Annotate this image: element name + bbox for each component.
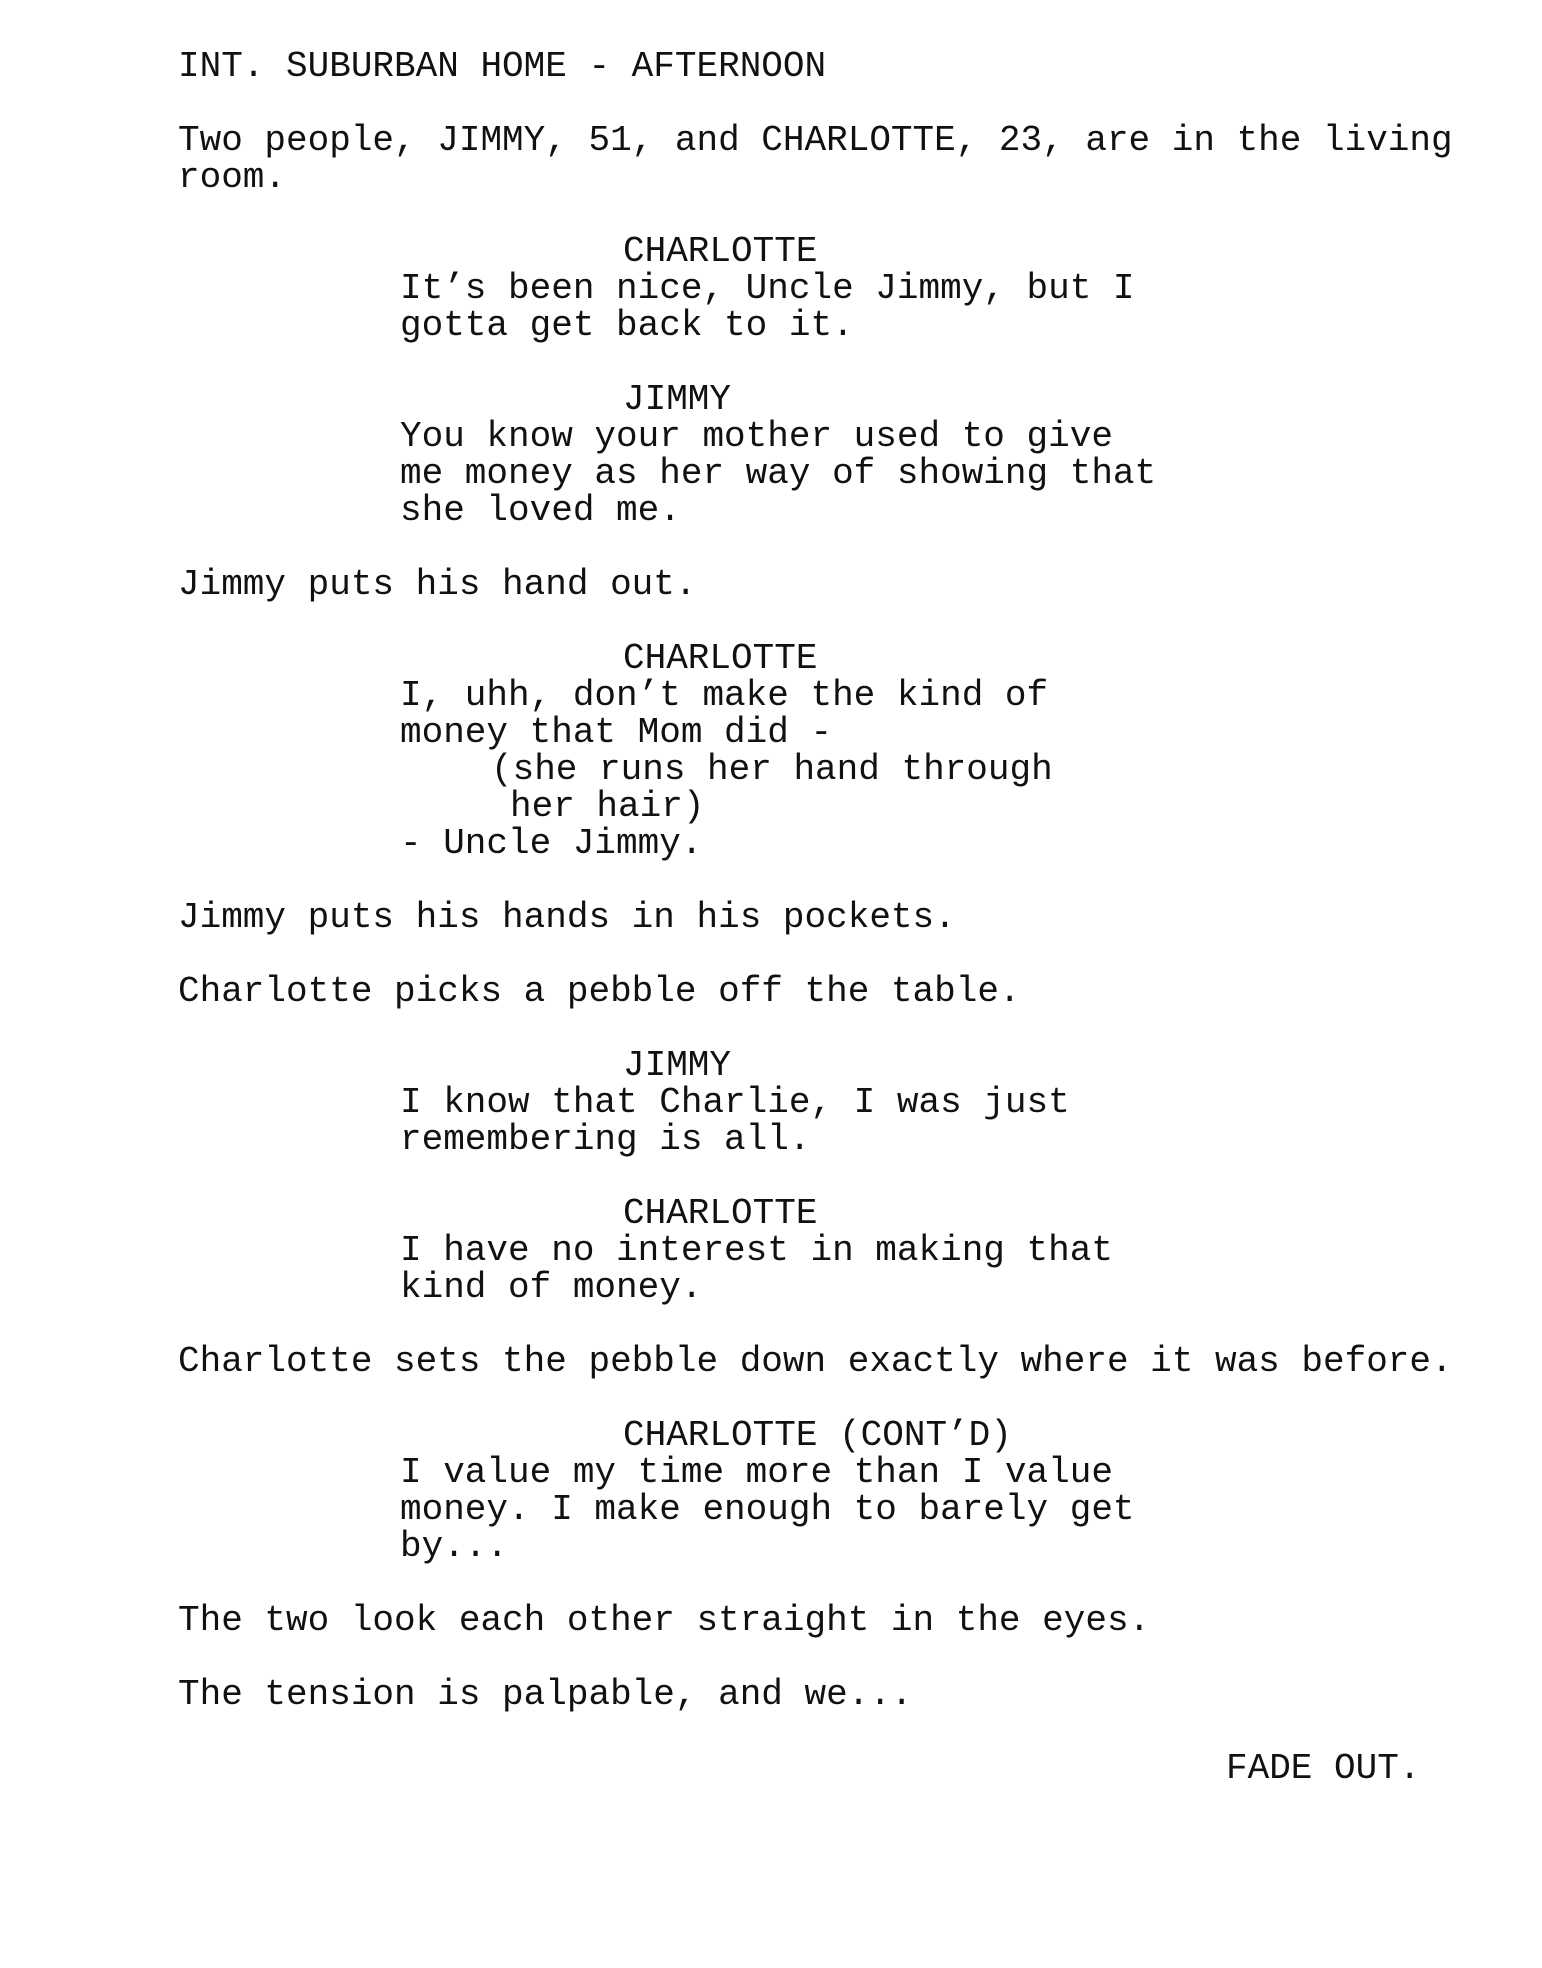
dialogue-line: It’s been nice, Uncle Jimmy, but I: [400, 268, 1135, 309]
dialogue-line: - Uncle Jimmy.: [400, 823, 703, 864]
dialogue-line: I value my time more than I value: [400, 1452, 1113, 1493]
dialogue-line: by...: [400, 1526, 509, 1567]
action-line: Charlotte sets the pebble down exactly where it was before.: [178, 1341, 1453, 1382]
dialogue-line: I, uhh, don’t make the kind of: [400, 675, 1049, 716]
character-name: JIMMY: [623, 379, 732, 420]
dialogue-line: money. I make enough to barely get: [400, 1489, 1135, 1530]
action-line: Charlotte picks a pebble off the table.: [178, 971, 1021, 1012]
dialogue-line: money that Mom did -: [400, 712, 833, 753]
dialogue-line: I have no interest in making that: [400, 1230, 1113, 1271]
action-line: The tension is palpable, and we...: [178, 1674, 913, 1715]
action-line: Two people, JIMMY, 51, and CHARLOTTE, 23, are in the living: [178, 120, 1453, 161]
dialogue-line: kind of money.: [400, 1267, 703, 1308]
character-name: CHARLOTTE (CONT’D): [623, 1415, 1012, 1456]
dialogue-line: me money as her way of showing that: [400, 453, 1157, 494]
character-name: CHARLOTTE: [623, 638, 818, 679]
character-name: CHARLOTTE: [623, 231, 818, 272]
dialogue-line: gotta get back to it.: [400, 305, 854, 346]
action-line: Jimmy puts his hands in his pockets.: [178, 897, 956, 938]
action-line: The two look each other straight in the eyes.: [178, 1600, 1151, 1641]
scene-heading: INT. SUBURBAN HOME - AFTERNOON: [178, 46, 827, 87]
action-line: room.: [178, 157, 287, 198]
dialogue-line: I know that Charlie, I was just: [400, 1082, 1070, 1123]
parenthetical: her hair): [510, 786, 705, 827]
character-name: CHARLOTTE: [623, 1193, 818, 1234]
action-line: Jimmy puts his hand out.: [178, 564, 697, 605]
parenthetical: (she runs her hand through: [491, 749, 1053, 790]
dialogue-line: she loved me.: [400, 490, 681, 531]
dialogue-line: You know your mother used to give: [400, 416, 1113, 457]
character-name: JIMMY: [623, 1045, 732, 1086]
transition: FADE OUT.: [1226, 1748, 1421, 1789]
dialogue-line: remembering is all.: [400, 1119, 811, 1160]
